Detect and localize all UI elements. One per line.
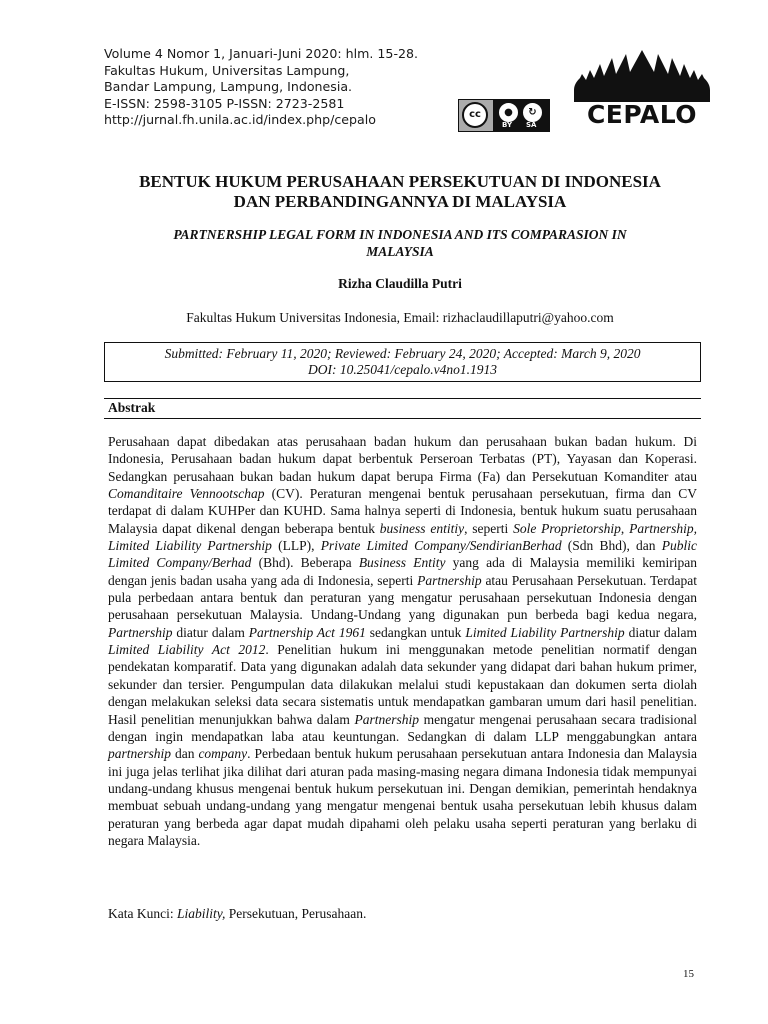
abstract-text: , seperti — [464, 520, 514, 536]
abstract-italic: Business Entity — [358, 555, 446, 571]
page-number: 15 — [683, 968, 694, 980]
abstract-text: yang ada di Malaysia memiliki kemiripan dengan jenis badan usaha yang ada di Indonesia, seperti — [108, 555, 697, 588]
title-line-1: BENTUK HUKUM PERUSAHAAN PERSEKUTUAN DI INDONESIA — [139, 172, 661, 191]
share-alike-icon: ↻ — [523, 103, 542, 122]
cc-sa-label: SA — [526, 121, 537, 129]
abstract-italic: Comanditaire Vennootschap — [108, 486, 265, 502]
abstract-text: . Perbedaan bentuk hukum perusahaan persekutuan antara Indonesia dan Malaysia ini juga jelas terlihat jika dilihat dari aturan pada masing-masing negara dimana Indonesia tidak mempunyai undang-undang khusus mengenai bentuk hukum persekutuan ini. Dengan demikian, pemerintah hendaknya membuat sebuah undang-undang yang mengatur mengenai bentuk usaha persekutuan lebih khusus dalam peraturan yang berbeda agar dapat mudah dipahami oleh pelaku usaha seperti peraturan yang berlaku di negara Malaysia. — [108, 746, 698, 848]
abstract-italic: partnership — [108, 746, 172, 762]
abstract-italic: Limited Liability Act 2012 — [108, 642, 266, 658]
abstract-italic: Partnership Act 1961 — [248, 624, 366, 640]
creative-commons-by-sa-icon[interactable] — [458, 99, 550, 132]
abstract-italic: company — [198, 746, 248, 762]
journal-volume: Volume 4 Nomor 1, Januari-Juni 2020: hlm. 15-28. — [104, 46, 419, 61]
journal-location: Bandar Lampung, Lampung, Indonesia. — [104, 79, 353, 95]
cc-logo-icon: cc — [462, 102, 488, 128]
subtitle-line-2: MALAYSIA — [366, 244, 434, 259]
cc-terms-panel — [493, 100, 550, 131]
submission-box — [104, 342, 701, 382]
abstract-text: . Penelitian hukum ini menggunakan metode penelitian normatif dengan pendekatan komparatif. Data yang digunakan adalah data sekunder yang didapat dari bahan hukum primer, sekunder dan tersier. Pengumpulan data dilakukan melalui studi kepustakaan dan dokumen serta diolah dengan melakukan seleksi data secara sistematis untuk mendapatkan gambaran umum dari hasil penelitian. Hasil penelitian menunjukkan bahwa dalam — [108, 642, 697, 727]
abstract-text: Perusahaan dapat dibedakan atas perusahaan badan hukum dan perusahaan bukan badan hukum. Di Indonesia, Perusahaan badan hukum dapat berbentuk Perseroan Terbatas (PT), Yayasan dan Koperasi. Sedangkan perusahaan bukan badan hukum dapat berupa Firma (Fa) dan Persekutuan Komanditer atau — [108, 434, 697, 484]
submission-dates: Submitted: February 11, 2020; Reviewed: February 24, 2020; Accepted: March 9, 2020 — [164, 346, 641, 361]
abstract-italic: Private Limited Company/SendirianBerhad — [320, 538, 562, 554]
abstract-text: (Sdn Bhd), dan — [561, 538, 662, 554]
journal-url[interactable]: http://jurnal.fh.unila.ac.id/index.php/cepalo — [104, 112, 376, 128]
abstract-body — [108, 433, 697, 849]
cc-by-label: BY — [502, 121, 513, 129]
abstract-text: (CV). Peraturan mengenai bentuk perusahaan persekutuan, firma dan CV terdapat di dalam KUHPer dan KUHD. Sama halnya seperti di Indonesia, bentuk hukum suatu perusahaan Malaysia dapat dikenal dengan beberapa bentuk — [108, 486, 697, 536]
abstract-paragraph — [108, 433, 697, 849]
article-subtitle — [90, 226, 710, 260]
article-title — [80, 172, 720, 212]
journal-issn: E-ISSN: 2598-3105 P-ISSN: 2723-2581 — [104, 95, 345, 111]
journal-faculty: Fakultas Hukum, Universitas Lampung, — [104, 62, 350, 78]
author-name: Rizha Claudilla Putri — [338, 276, 462, 291]
subtitle-line-1: PARTNERSHIP LEGAL FORM IN INDONESIA AND ITS COMPARASION IN — [173, 227, 627, 242]
abstract-italic: Sole Proprietorship — [513, 520, 621, 536]
abstract-text: (LLP), — [271, 538, 321, 554]
abstract-heading: Abstrak — [108, 400, 156, 415]
abstract-italic: business entitiy — [379, 520, 465, 536]
abstract-italic: Partnership, Limited Liability Partnership — [108, 520, 697, 554]
doi[interactable]: DOI: 10.25041/cepalo.v4no1.1913 — [308, 362, 497, 377]
abstract-text: diatur dalam — [172, 624, 249, 640]
journal-header — [104, 46, 724, 138]
cepalo-logo — [568, 50, 716, 138]
attribution-person-icon: ● — [499, 103, 518, 122]
abstract-italic: Partnership — [108, 624, 173, 640]
abstract-text: diatur dalam — [624, 624, 697, 640]
keyword-italic: Liability, — [176, 906, 226, 921]
logo-text: CEPALO — [586, 100, 698, 129]
author-affiliation: Fakultas Hukum Universitas Indonesia, Email: rizhaclaudillaputri@yahoo.com — [186, 310, 614, 325]
title-line-2: DAN PERBANDINGANNYA DI MALAYSIA — [233, 192, 567, 211]
siger-crown-icon — [568, 50, 716, 106]
divider-bottom — [104, 418, 701, 419]
keywords-label: Kata Kunci: — [108, 906, 177, 921]
keywords — [108, 906, 366, 922]
abstract-italic: Partnership — [354, 711, 420, 727]
keywords-list: Persekutuan, Perusahaan. — [225, 906, 367, 921]
journal-info — [104, 46, 418, 129]
abstract-text: sedangkan untuk — [365, 624, 466, 640]
abstract-text: mengatur mengenai perusahaan secara tradisional dengan ingin mendapatkan laba atau keuntungan. Sedangkan di dalam LLP menggabungkan antara — [108, 711, 697, 744]
divider-top — [104, 398, 701, 399]
abstract-text: dan — [171, 746, 199, 762]
abstract-italic: Limited Liability Partnership — [465, 624, 625, 640]
abstract-italic: Partnership — [417, 572, 482, 588]
abstract-text: atau Perusahaan Persekutuan. Terdapat pula perbedaan antara bentuk dan peraturan yang mengatur perusahaan persekutuan Indonesia dengan perusahaan persekutuan Malaysia. Undang-Undang yang digunakan pun berbeda bagi kedua negara, — [108, 572, 697, 623]
abstract-text: (Bhd). Beberapa — [251, 555, 359, 571]
abstract-italic: Public Limited Company/Berhad — [108, 538, 697, 571]
abstract-text: , — [620, 520, 630, 536]
